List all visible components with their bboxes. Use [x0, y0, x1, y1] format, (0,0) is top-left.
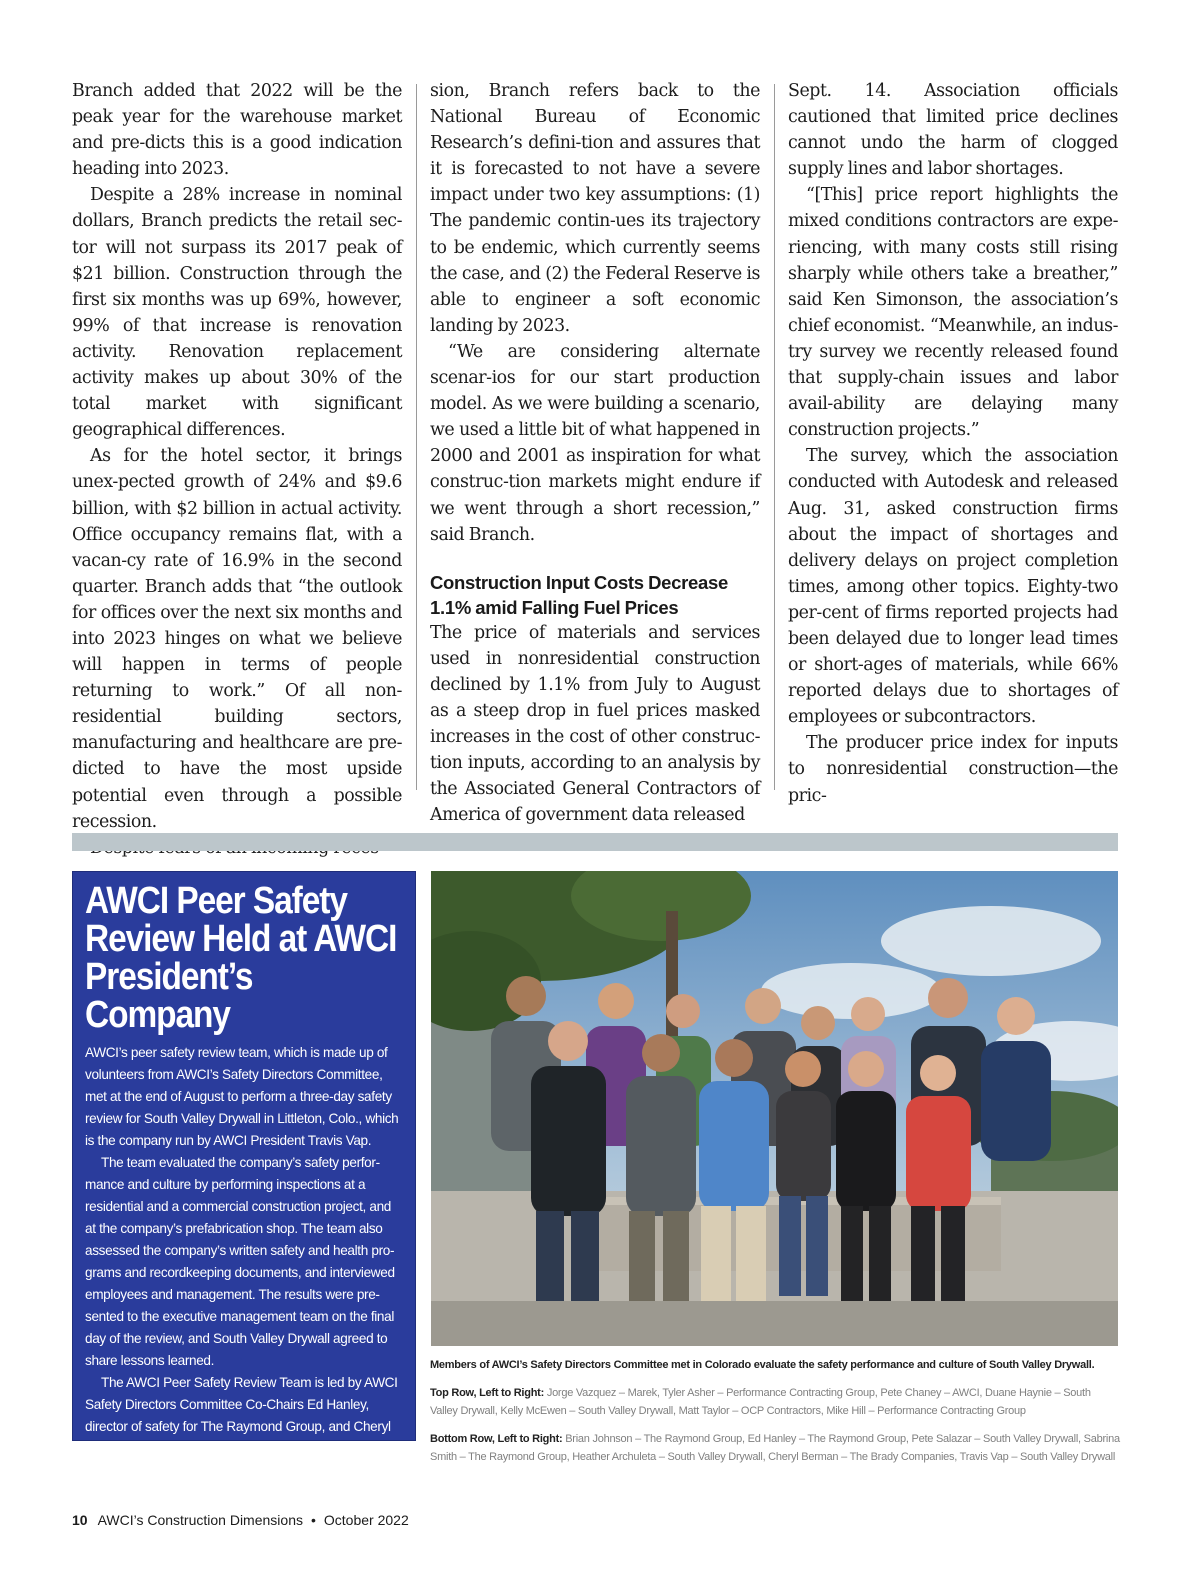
- article-column-3: [788, 78, 1118, 809]
- sidebar-paragraph: The team evaluated the company’s safety perfor-mance and culture by performing inspections at a residential and a commercial construction project, and at the company’s prefabrication shop. The team also assessed the company’s written safety and health pro-grams and recordkeeping documents, and interviewed employees and management. The results were pre-sented to the executive management team on the final day of the review, and South Valley Drywall agreed to share lessons learned.: [85, 1155, 395, 1368]
- caption-label: Bottom Row, Left to Right:: [430, 1433, 563, 1445]
- caption-main: Members of AWCI’s Safety Directors Committee met in Colorado evaluate the safety performance and culture of South Valley Drywall.: [430, 1359, 1095, 1371]
- caption-label: Top Row, Left to Right:: [430, 1387, 544, 1399]
- column-divider: [416, 84, 417, 790]
- group-photo: [431, 871, 1118, 1346]
- photo-caption: [430, 1356, 1120, 1476]
- section-divider-bar: [72, 833, 1118, 851]
- paragraph: Sept. 14. Association officials cautioned that limited price declines cannot undo the harm of clogged supply lines and labor shortages.: [788, 81, 1118, 180]
- page-footer: [72, 1512, 409, 1528]
- sidebar-box: [72, 871, 416, 1456]
- publication-name: AWCI’s Construction Dimensions: [97, 1512, 303, 1528]
- paragraph: “[This] price report highlights the mixed conditions contractors are expe-riencing, with many costs still rising sharply while others take a breather,” said Ken Simonson, the association’s chief economist. “Meanwhile, an indus-try survey we recently released found that supply-chain issues and labor avail-ability are delaying many construction projects.”: [788, 185, 1118, 441]
- article-column-1: [72, 78, 402, 861]
- caption-names: Jorge Vazquez – Marek, Tyler Asher – Performance Contracting Group, Pete Chaney – AWCI, Duane Haynie – South Valley Drywall, Kelly McEwen – South Valley Drywall, Matt Taylor – OCP Contractors, Mike Hill – Performance Contracting Group: [430, 1387, 1091, 1417]
- section-heading: Construction Input Costs Decrease 1.1% amid Falling Fuel Prices: [430, 571, 729, 618]
- sidebar-paragraph: The AWCI Peer Safety Review Team is led by AWCI Safety Directors Committee Co-Chairs Ed Hanley, director of safety for The Raymond Group, and Cheryl Berman, risk manager for The Brady Companies.: [85, 1375, 398, 1456]
- paragraph: As for the hotel sector, it brings unex-pected growth of 24% and $9.6 billion, with $2 billion in actual activity. Office occupancy remains flat, with a vacan-cy rate of 16.9% in the second quarter. Branch adds that “the outlook for offices over the next six months and into 2023 hinges on what we believe will happen in terms of people returning to work.” Of all non-residential building sectors, manufacturing and healthcare are pre-dicted to have the most upside potential even through a possible recession.: [72, 446, 402, 832]
- paragraph: The survey, which the association conducted with Autodesk and released Aug. 31, asked construction firms about the impact of shortages and delivery delays on project completion times, among other topics. Eighty-two per-cent of firms reported projects had been delayed due to longer lead times or short-ages of materials, while 66% reported delays due to shortages of employees or subcontractors.: [788, 446, 1118, 728]
- caption-top-row: [430, 1384, 1120, 1420]
- paragraph: sion, Branch refers back to the National Bureau of Economic Research’s defini-tion and assures that it is forecasted to not have a severe impact under two key assumptions: (1) The pandemic contin-ues its trajectory to be endemic, which currently seems the case, and (2) the Federal Reserve is able to engineer a soft economic landing by 2023.: [430, 81, 760, 336]
- caption-bottom-row: [430, 1430, 1120, 1466]
- sidebar-body: [85, 1042, 403, 1460]
- footer-separator: •: [310, 1512, 316, 1528]
- page-number: 10: [72, 1512, 88, 1528]
- sidebar-title: AWCI Peer Safety Review Held at AWCI President’s Company: [85, 880, 397, 1036]
- sidebar-paragraph: AWCI’s peer safety review team, which is made up of volunteers from AWCI’s Safety Directors Committee, met at the end of August to perform a three-day safety review for South Valley Drywall in Littleton, Colo., which is the company run by AWCI President Travis Vap.: [85, 1045, 399, 1148]
- caption-names: Brian Johnson – The Raymond Group, Ed Hanley – The Raymond Group, Pete Salazar – South Valley Drywall, Sabrina Smith – The Raymond Group, Heather Archuleta – South Valley Drywall, Cheryl Berman – The Brady Companies, Travis Vap – South Valley Drywall: [430, 1433, 1120, 1463]
- column-divider: [774, 84, 775, 790]
- article-column-2: [430, 78, 760, 828]
- paragraph: The price of materials and services used in nonresidential construction declined by 1.1% from July to August as a steep drop in fuel prices masked increases in the cost of other construc-tion inputs, according to an analysis by the Associated General Contractors of America of government data released: [430, 622, 760, 826]
- paragraph: The producer price index for inputs to nonresidential construction—the pric-: [788, 733, 1118, 806]
- paragraph: Branch added that 2022 will be the peak year for the warehouse market and pre-dicts this is a good indication heading into 2023.: [72, 81, 402, 180]
- paragraph: Despite a 28% increase in nominal dollars, Branch predicts the retail sec-tor will not surpass its 2017 peak of $21 billion. Construction through the first six months was up 69%, however, 99% of that increase is renovation activity. Renovation replacement activity makes up about 30% of the total market with significant geographical differences.: [72, 185, 402, 441]
- issue-date: October 2022: [323, 1512, 409, 1528]
- paragraph: “We are considering alternate scenar-ios for our start production model. As we were building a scenario, we used a little bit of what happened in 2000 and 2001 as inspiration for what construc-tion markets might endure if we went through a short recession,” said Branch.: [430, 341, 760, 545]
